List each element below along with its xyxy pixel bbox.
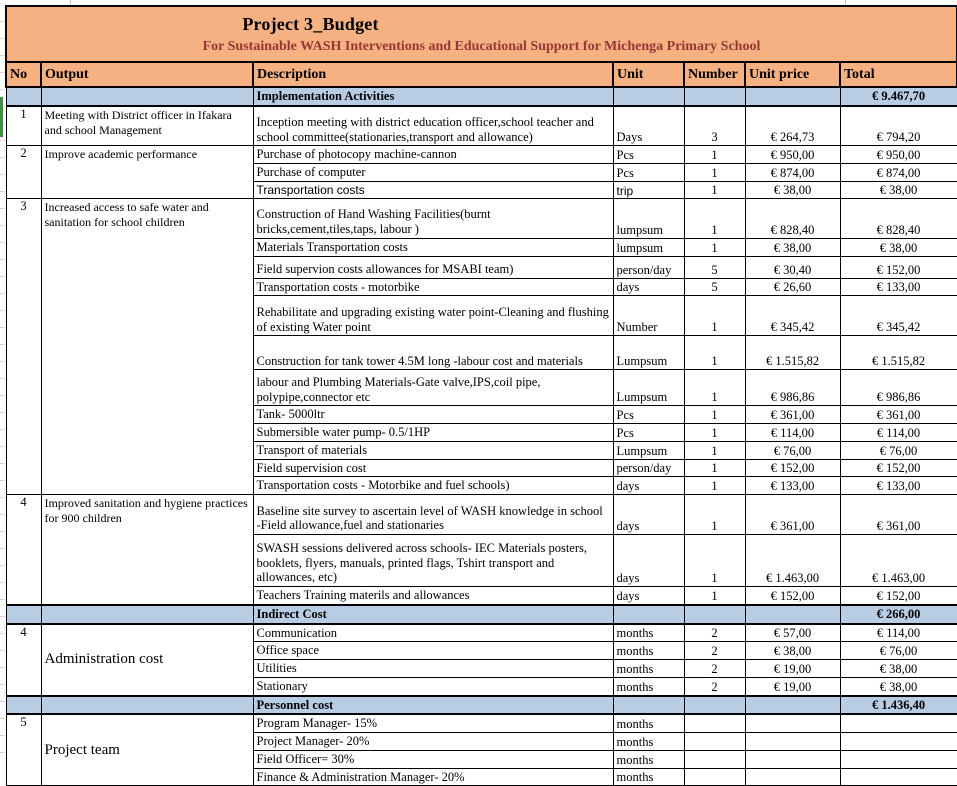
section-total-cell[interactable]: € 9.467,70	[840, 87, 957, 106]
section-row	[6, 696, 957, 715]
unit-price-cell[interactable]: € 19,00	[745, 660, 840, 678]
column-header-no[interactable]: No	[6, 62, 41, 87]
column-header-row	[6, 62, 957, 87]
unit-price-cell[interactable]: € 950,00	[745, 146, 840, 164]
output-cell[interactable]: Meeting with District officer in Ifakara and school Management	[41, 106, 253, 146]
unit-cell[interactable]: days	[613, 495, 684, 535]
table-row	[6, 624, 957, 642]
section-label-cell[interactable]: Implementation Activities	[253, 87, 613, 106]
total-cell[interactable]: € 361,00	[840, 495, 957, 535]
description-cell[interactable]: Utilities	[253, 660, 613, 678]
green-accent-bar	[0, 97, 3, 137]
unit-price-cell[interactable]: € 133,00	[745, 477, 840, 495]
unit-price-cell[interactable]: € 361,00	[745, 495, 840, 535]
total-cell[interactable]: € 38,00	[840, 181, 957, 198]
total-cell[interactable]: € 38,00	[840, 660, 957, 678]
section-cell[interactable]	[6, 696, 41, 715]
description-cell[interactable]: Field Officer= 30%	[253, 750, 613, 768]
number-cell[interactable]	[684, 733, 745, 751]
total-cell[interactable]: € 114,00	[840, 624, 957, 642]
total-cell[interactable]: € 345,42	[840, 296, 957, 336]
unit-price-cell[interactable]: € 264,73	[745, 106, 840, 146]
total-cell[interactable]: € 38,00	[840, 238, 957, 256]
total-cell[interactable]: € 361,00	[840, 406, 957, 424]
unit-price-cell[interactable]: € 152,00	[745, 459, 840, 477]
total-cell[interactable]: € 152,00	[840, 587, 957, 605]
number-cell[interactable]: 1	[684, 477, 745, 495]
number-cell[interactable]: 1	[684, 441, 745, 459]
unit-price-cell[interactable]	[745, 750, 840, 768]
column-header-unit[interactable]: Unit	[613, 62, 684, 87]
total-cell[interactable]	[840, 750, 957, 768]
unit-cell[interactable]: days	[613, 535, 684, 587]
total-cell[interactable]: € 828,40	[840, 198, 957, 238]
description-cell[interactable]: Program Manager- 15%	[253, 714, 613, 732]
unit-cell[interactable]: months	[613, 677, 684, 695]
section-cell[interactable]	[613, 696, 684, 715]
number-cell[interactable]: 1	[684, 181, 745, 198]
number-cell[interactable]: 1	[684, 164, 745, 182]
description-cell[interactable]: Communication	[253, 624, 613, 642]
total-cell[interactable]: € 76,00	[840, 441, 957, 459]
description-cell[interactable]: Materials Transportation costs	[253, 238, 613, 256]
total-cell[interactable]: € 1.515,82	[840, 336, 957, 370]
description-cell[interactable]: Inception meeting with district education officer,school teacher and school committee(stationaries,transport and allowance)	[253, 106, 613, 146]
section-cell[interactable]	[6, 87, 41, 106]
unit-price-cell[interactable]: € 345,42	[745, 296, 840, 336]
column-header-total[interactable]: Total	[840, 62, 957, 87]
unit-cell[interactable]: lumpsum	[613, 238, 684, 256]
table-row	[6, 714, 957, 732]
unit-price-cell[interactable]: € 114,00	[745, 424, 840, 442]
section-cell[interactable]	[684, 87, 745, 106]
no-cell[interactable]: 4	[6, 495, 41, 605]
no-cell[interactable]: 5	[6, 714, 41, 786]
section-cell[interactable]	[6, 605, 41, 624]
total-cell[interactable]: € 133,00	[840, 278, 957, 296]
section-cell[interactable]	[745, 87, 840, 106]
unit-cell[interactable]: days	[613, 587, 684, 605]
description-cell[interactable]: Field supervion costs allowances for MSABI team)	[253, 256, 613, 278]
output-cell[interactable]: Administration cost	[41, 624, 253, 696]
unit-cell[interactable]: Days	[613, 106, 684, 146]
total-cell[interactable]: € 950,00	[840, 146, 957, 164]
no-cell[interactable]: 3	[6, 198, 41, 494]
description-cell[interactable]: Finance & Administration Manager- 20%	[253, 768, 613, 786]
output-cell[interactable]: Increased access to safe water and sanitation for school children	[41, 198, 253, 494]
no-cell[interactable]: 4	[6, 624, 41, 696]
table-row	[6, 198, 957, 238]
number-cell[interactable]	[684, 768, 745, 786]
description-cell[interactable]: Baseline site survey to ascertain level of WASH knowledge in school -Field allowance,fuel and stationaries	[253, 495, 613, 535]
section-cell[interactable]	[745, 605, 840, 624]
number-cell[interactable]: 1	[684, 587, 745, 605]
number-cell[interactable]: 1	[684, 296, 745, 336]
column-header-unit-price[interactable]: Unit price	[745, 62, 840, 87]
unit-cell[interactable]: days	[613, 477, 684, 495]
number-cell[interactable]: 2	[684, 677, 745, 695]
unit-price-cell[interactable]: € 38,00	[745, 642, 840, 660]
total-cell[interactable]: € 794,20	[840, 106, 957, 146]
description-cell[interactable]: Field supervision cost	[253, 459, 613, 477]
no-cell[interactable]: 1	[6, 106, 41, 146]
unit-cell[interactable]: months	[613, 624, 684, 642]
description-cell[interactable]: Transportation costs - motorbike	[253, 278, 613, 296]
unit-cell[interactable]: months	[613, 768, 684, 786]
description-cell[interactable]: Purchase of photocopy machine-cannon	[253, 146, 613, 164]
page-title: Project 3_Budget	[242, 13, 379, 34]
description-cell[interactable]: Tank- 5000ltr	[253, 406, 613, 424]
number-cell[interactable]: 5	[684, 256, 745, 278]
unit-price-cell[interactable]	[745, 714, 840, 732]
unit-cell[interactable]: Lumpsum	[613, 441, 684, 459]
total-cell[interactable]: € 1.463,00	[840, 535, 957, 587]
unit-price-cell[interactable]: € 1.515,82	[745, 336, 840, 370]
unit-price-cell[interactable]: € 361,00	[745, 406, 840, 424]
description-cell[interactable]: labour and Plumbing Materials-Gate valve,IPS,coil pipe, polypipe,connector etc	[253, 370, 613, 406]
unit-price-cell[interactable]: € 152,00	[745, 587, 840, 605]
title-cell[interactable]	[6, 6, 957, 62]
number-cell[interactable]: 1	[684, 336, 745, 370]
number-cell[interactable]	[684, 750, 745, 768]
title-row	[6, 6, 957, 62]
page-subtitle: For Sustainable WASH Interventions and Educational Support for Michenga Primary School	[202, 38, 761, 54]
table-row	[6, 495, 957, 535]
description-cell[interactable]: Construction for tank tower 4.5M long -labour cost and materials	[253, 336, 613, 370]
section-cell[interactable]	[41, 87, 253, 106]
description-cell[interactable]: Teachers Training materils and allowances	[253, 587, 613, 605]
number-cell[interactable]: 1	[684, 238, 745, 256]
number-cell[interactable]: 2	[684, 642, 745, 660]
column-header-description[interactable]: Description	[253, 62, 613, 87]
unit-cell[interactable]: months	[613, 714, 684, 732]
unit-price-cell[interactable]: € 874,00	[745, 164, 840, 182]
number-cell[interactable]: 1	[684, 146, 745, 164]
unit-price-cell[interactable]	[745, 768, 840, 786]
unit-cell[interactable]: trip	[613, 181, 684, 198]
section-label-cell[interactable]: Personnel cost	[253, 696, 613, 715]
unit-cell[interactable]: Lumpsum	[613, 336, 684, 370]
unit-cell[interactable]: person/day	[613, 256, 684, 278]
section-total-cell[interactable]: € 1.436,40	[840, 696, 957, 715]
section-cell[interactable]	[684, 696, 745, 715]
unit-cell[interactable]: Pcs	[613, 146, 684, 164]
number-cell[interactable]: 1	[684, 198, 745, 238]
section-cell[interactable]	[41, 605, 253, 624]
output-cell[interactable]: Project team	[41, 714, 253, 786]
number-cell[interactable]: 1	[684, 495, 745, 535]
section-cell[interactable]	[613, 605, 684, 624]
unit-price-cell[interactable]: € 38,00	[745, 181, 840, 198]
budget-table	[5, 5, 957, 786]
description-cell[interactable]: Rehabilitate and upgrading existing water point-Cleaning and flushing of existing Water point	[253, 296, 613, 336]
unit-price-cell[interactable]: € 986,86	[745, 370, 840, 406]
total-cell[interactable]: € 133,00	[840, 477, 957, 495]
budget-rows	[6, 6, 957, 786]
unit-price-cell[interactable]: € 30,40	[745, 256, 840, 278]
number-cell[interactable]: 1	[684, 406, 745, 424]
number-cell[interactable]: 1	[684, 424, 745, 442]
total-cell[interactable]: € 114,00	[840, 424, 957, 442]
number-cell[interactable]: 2	[684, 660, 745, 678]
total-cell[interactable]: € 986,86	[840, 370, 957, 406]
total-cell[interactable]: € 76,00	[840, 642, 957, 660]
unit-cell[interactable]: Pcs	[613, 424, 684, 442]
description-cell[interactable]: Stationary	[253, 677, 613, 695]
description-cell[interactable]: Project Manager- 20%	[253, 733, 613, 751]
description-cell[interactable]: Office space	[253, 642, 613, 660]
output-cell[interactable]: Improve academic performance	[41, 146, 253, 199]
unit-cell[interactable]: Pcs	[613, 406, 684, 424]
total-cell[interactable]	[840, 733, 957, 751]
section-cell[interactable]	[41, 696, 253, 715]
no-cell[interactable]: 2	[6, 146, 41, 199]
section-cell[interactable]	[684, 605, 745, 624]
unit-cell[interactable]: months	[613, 660, 684, 678]
description-cell[interactable]: Transportation costs	[253, 181, 613, 198]
column-header-output[interactable]: Output	[41, 62, 253, 87]
unit-price-cell[interactable]: € 26,60	[745, 278, 840, 296]
description-cell[interactable]: Construction of Hand Washing Facilities(burnt bricks,cement,tiles,taps, labour )	[253, 198, 613, 238]
section-label-cell[interactable]: Indirect Cost	[253, 605, 613, 624]
section-cell[interactable]	[745, 696, 840, 715]
total-cell[interactable]	[840, 714, 957, 732]
unit-cell[interactable]: months	[613, 750, 684, 768]
description-cell[interactable]: Purchase of computer	[253, 164, 613, 182]
description-cell[interactable]: Submersible water pump- 0.5/1HP	[253, 424, 613, 442]
unit-price-cell[interactable]: € 38,00	[745, 238, 840, 256]
section-cell[interactable]	[613, 87, 684, 106]
unit-cell[interactable]: person/day	[613, 459, 684, 477]
number-cell[interactable]: 1	[684, 370, 745, 406]
unit-price-cell[interactable]: € 828,40	[745, 198, 840, 238]
unit-price-cell[interactable]: € 19,00	[745, 677, 840, 695]
unit-price-cell[interactable]: € 76,00	[745, 441, 840, 459]
number-cell[interactable]: 5	[684, 278, 745, 296]
table-row	[6, 106, 957, 146]
description-cell[interactable]: Transportation costs - Motorbike and fuel schools)	[253, 477, 613, 495]
total-cell[interactable]: € 152,00	[840, 256, 957, 278]
total-cell[interactable]: € 152,00	[840, 459, 957, 477]
table-row	[6, 146, 957, 164]
unit-price-cell[interactable]: € 1.463,00	[745, 535, 840, 587]
total-cell[interactable]: € 38,00	[840, 677, 957, 695]
unit-cell[interactable]: months	[613, 642, 684, 660]
output-cell[interactable]: Improved sanitation and hygiene practices for 900 children	[41, 495, 253, 605]
total-cell[interactable]: € 874,00	[840, 164, 957, 182]
unit-cell[interactable]: Lumpsum	[613, 370, 684, 406]
unit-cell[interactable]: lumpsum	[613, 198, 684, 238]
description-cell[interactable]: SWASH sessions delivered across schools- IEC Materials posters, booklets, flyers, manuals, printed flags, Tshirt transport and allowances, etc)	[253, 535, 613, 587]
section-total-cell[interactable]: € 266,00	[840, 605, 957, 624]
description-cell[interactable]: Transport of materials	[253, 441, 613, 459]
unit-cell[interactable]: Pcs	[613, 164, 684, 182]
column-header-number[interactable]: Number	[684, 62, 745, 87]
section-row	[6, 605, 957, 624]
unit-cell[interactable]: Number	[613, 296, 684, 336]
unit-cell[interactable]: days	[613, 278, 684, 296]
number-cell[interactable]: 1	[684, 459, 745, 477]
unit-price-cell[interactable]: € 57,00	[745, 624, 840, 642]
unit-price-cell[interactable]	[745, 733, 840, 751]
number-cell[interactable]: 3	[684, 106, 745, 146]
number-cell[interactable]: 2	[684, 624, 745, 642]
unit-cell[interactable]: months	[613, 733, 684, 751]
number-cell[interactable]: 1	[684, 535, 745, 587]
total-cell[interactable]	[840, 768, 957, 786]
section-row	[6, 87, 957, 106]
number-cell[interactable]	[684, 714, 745, 732]
